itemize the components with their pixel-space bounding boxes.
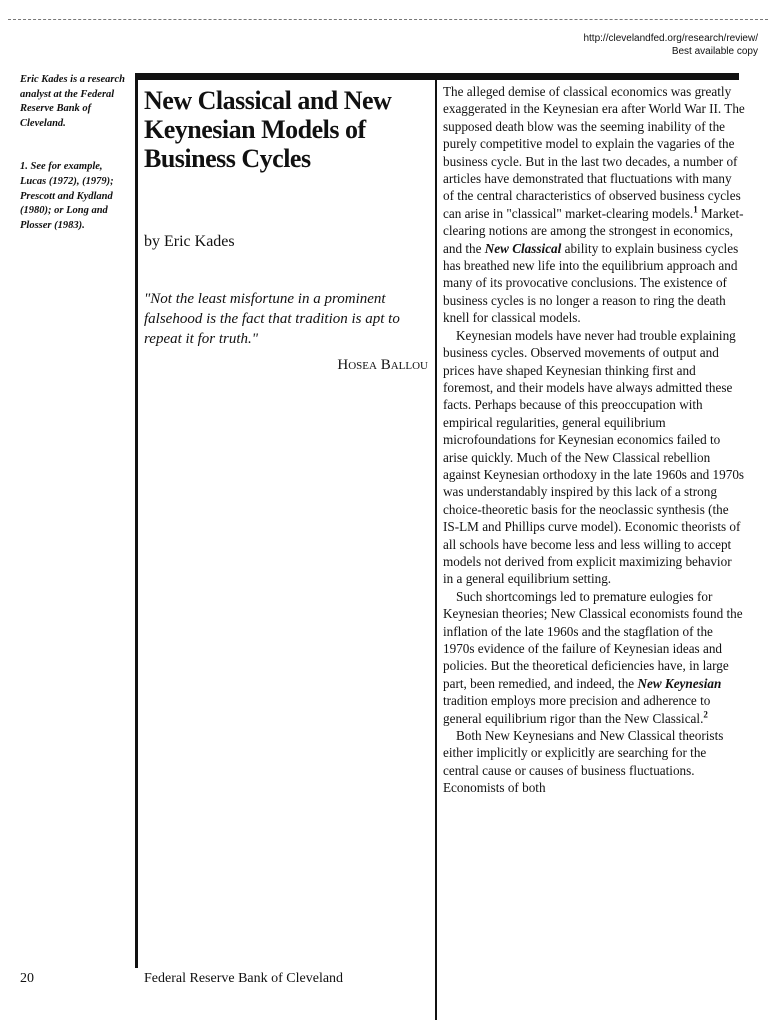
p3-text-b: tradition employs more precision and adherence to general equilibrium rigor than the New Classical. — [443, 693, 711, 726]
author-note: Eric Kades is a research analyst at the Federal Reserve Bank of Cleveland. — [20, 74, 125, 129]
footnote-1: 1. See for example, Lucas (1972), (1979); Prescott and Kydland (1980); or Long and Plosser (1983). — [20, 161, 114, 231]
left-column-rule — [135, 73, 138, 968]
source-url: http://clevelandfed.org/research/review/ — [583, 33, 758, 44]
body-paragraph-1 — [443, 83, 745, 327]
source-note — [583, 32, 758, 58]
title-top-rule — [135, 73, 739, 80]
body-paragraph-2: Keynesian models have never had trouble explaining business cycles. Observed movements of output and prices have shaped Keynesian thinking first and foremost, and their models have always admitted these facts. Perhaps because of this preoccupation with empirical regularities, general equilibrium microfoundations for Keynesian economics failed to arise quickly. Much of the New Classical rebellion against Keynesian orthodoxy in the late 1960s and 1970s was understandably inspired by this lack of a strong choice-theoretic basis for the neoclassic synthesis (the IS-LM and Phillips curve model). Economic theorists of all schools have become less and less willing to accept models not derived from explicit maximizing behavior in a general equilibrium setting. — [443, 327, 745, 587]
p1-text-c: ability to explain business cycles has breathed new life into the equilibrium approach and many of its provocative conclusions. The existence of business cycles is no longer a reason to ring the death knell for classical models. — [443, 240, 739, 326]
sidebar — [20, 73, 128, 233]
p1-text-a: The alleged demise of classical economics was greatly exaggerated in the Keynesian era after World War II. The supposed death blow was the seeming inability of the purely competitive model to explain the vagaries of the business cycle. But in the last two decades, a number of articles have demonstrated that fluctuations with many of the central characteristics of observed business cycles can arise in "classical" market-clearing models. — [443, 84, 745, 221]
p3-text-a: Such shortcomings led to premature eulogies for Keynesian theories; New Classical economists found the inflation of the late 1960s and the stagflation of the 1970s evidence of the failure of Keynesian ideas and policies. But the theoretical deficiencies have, in large part, been remedied, and indeed, the — [443, 588, 743, 691]
epigraph: "Not the least misfortune in a prominent falsehood is the fact that tradition is apt to repeat it for truth." — [144, 291, 400, 347]
footnote-ref-1: 1 — [693, 204, 698, 215]
middle-column-rule — [435, 80, 437, 1020]
footnote-ref-2: 2 — [703, 709, 708, 720]
epigraph-attribution: Hosea Ballou — [337, 357, 428, 373]
page-number: 20 — [20, 971, 34, 986]
p3-emphasis: New Keynesian — [637, 675, 722, 691]
p1-text-b: Market-clearing notions are among the strongest in economics, and the — [443, 205, 744, 256]
top-dashed-rule — [8, 19, 768, 20]
body-paragraph-3 — [443, 588, 745, 727]
body-paragraph-4: Both New Keynesians and New Classical theorists either implicitly or explicitly are searching for the central cause or causes of business fluctuations. Economists of both — [443, 728, 724, 796]
footer-publisher: Federal Reserve Bank of Cleveland — [144, 971, 344, 986]
article-title: New Classical and New Keynesian Models of Business Cycles — [144, 86, 392, 173]
copy-note: Best available copy — [671, 46, 758, 57]
p1-emphasis: New Classical — [484, 240, 562, 256]
byline: by Eric Kades — [144, 233, 235, 250]
body-column — [443, 83, 745, 797]
